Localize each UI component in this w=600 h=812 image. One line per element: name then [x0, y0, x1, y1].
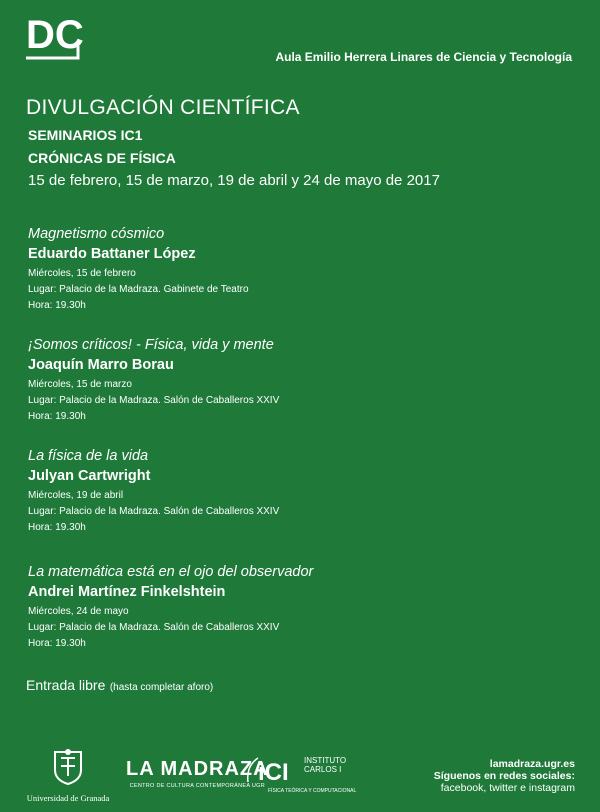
subseries-title: CRÓNICAS DE FÍSICA	[28, 150, 176, 166]
event-title: Magnetismo cósmico	[28, 226, 165, 242]
event-time: Hora: 19.30h	[28, 522, 86, 533]
event-date: Miércoles, 24 de mayo	[28, 606, 129, 617]
event-speaker: Andrei Martínez Finkelshtein	[28, 584, 226, 600]
free-entry-label: Entrada libre	[26, 677, 106, 693]
aula-title: Aula Emilio Herrera Linares de Ciencia y Tecnología	[275, 50, 572, 64]
event-title: La física de la vida	[28, 448, 149, 464]
event-date: Miércoles, 15 de febrero	[28, 268, 136, 279]
ic1-mark-icon	[244, 752, 304, 786]
main-title: DIVULGACIÓN CIENTÍFICA	[26, 96, 300, 119]
ic1-subtitle: FÍSICA TEÓRICA Y COMPUTACIONAL	[268, 788, 357, 794]
series-title: SEMINARIOS IC1	[28, 127, 143, 143]
event-place: Lugar: Palacio de la Madraza. Salón de Caballeros XXIV	[28, 395, 280, 406]
social-networks: facebook, twitter e instagram	[440, 782, 575, 794]
event-block	[28, 337, 568, 425]
svg-text:DC: DC	[26, 13, 84, 57]
event-title: La matemática está en el ojo del observador	[28, 564, 314, 580]
ugr-crest-icon	[51, 748, 85, 786]
event-time: Hora: 19.30h	[28, 411, 86, 422]
free-entry-note	[26, 677, 213, 695]
event-title: ¡Somos críticos! - Física, vida y mente	[28, 337, 274, 353]
event-speaker: Julyan Cartwright	[28, 468, 151, 484]
svg-text:iCI: iCI	[258, 759, 289, 786]
event-block	[28, 564, 568, 652]
event-speaker: Joaquín Marro Borau	[28, 357, 174, 373]
madraza-name: LA MADRAZA	[126, 758, 269, 780]
madraza-subtitle: CENTRO DE CULTURA CONTEMPORÁNEA UGR	[129, 783, 265, 789]
ic1-logo	[244, 752, 357, 798]
event-speaker: Eduardo Battaner López	[28, 246, 196, 262]
event-place: Lugar: Palacio de la Madraza. Salón de Caballeros XXIV	[28, 622, 280, 633]
follow-label: Síguenos en redes sociales:	[433, 770, 575, 782]
dc-logo	[26, 10, 86, 62]
event-date: Miércoles, 15 de marzo	[28, 379, 132, 390]
ugr-caption: Universidad de Granada	[26, 793, 110, 803]
event-dates: 15 de febrero, 15 de marzo, 19 de abril y 24 de mayo de 2017	[28, 172, 440, 189]
event-place: Lugar: Palacio de la Madraza. Salón de Caballeros XXIV	[28, 506, 280, 517]
event-block	[28, 448, 568, 536]
free-entry-detail: (hasta completar aforo)	[109, 682, 214, 693]
social-info	[434, 758, 575, 794]
event-place: Lugar: Palacio de la Madraza. Gabinete de Teatro	[28, 284, 249, 295]
website-link[interactable]: lamadraza.ugr.es	[489, 758, 575, 770]
event-time: Hora: 19.30h	[28, 638, 86, 649]
ugr-logo	[22, 748, 114, 803]
event-block	[28, 226, 568, 314]
event-time: Hora: 19.30h	[28, 300, 86, 311]
event-date: Miércoles, 19 de abril	[28, 490, 124, 501]
ic1-name: INSTITUTO CARLOS I	[304, 756, 347, 774]
